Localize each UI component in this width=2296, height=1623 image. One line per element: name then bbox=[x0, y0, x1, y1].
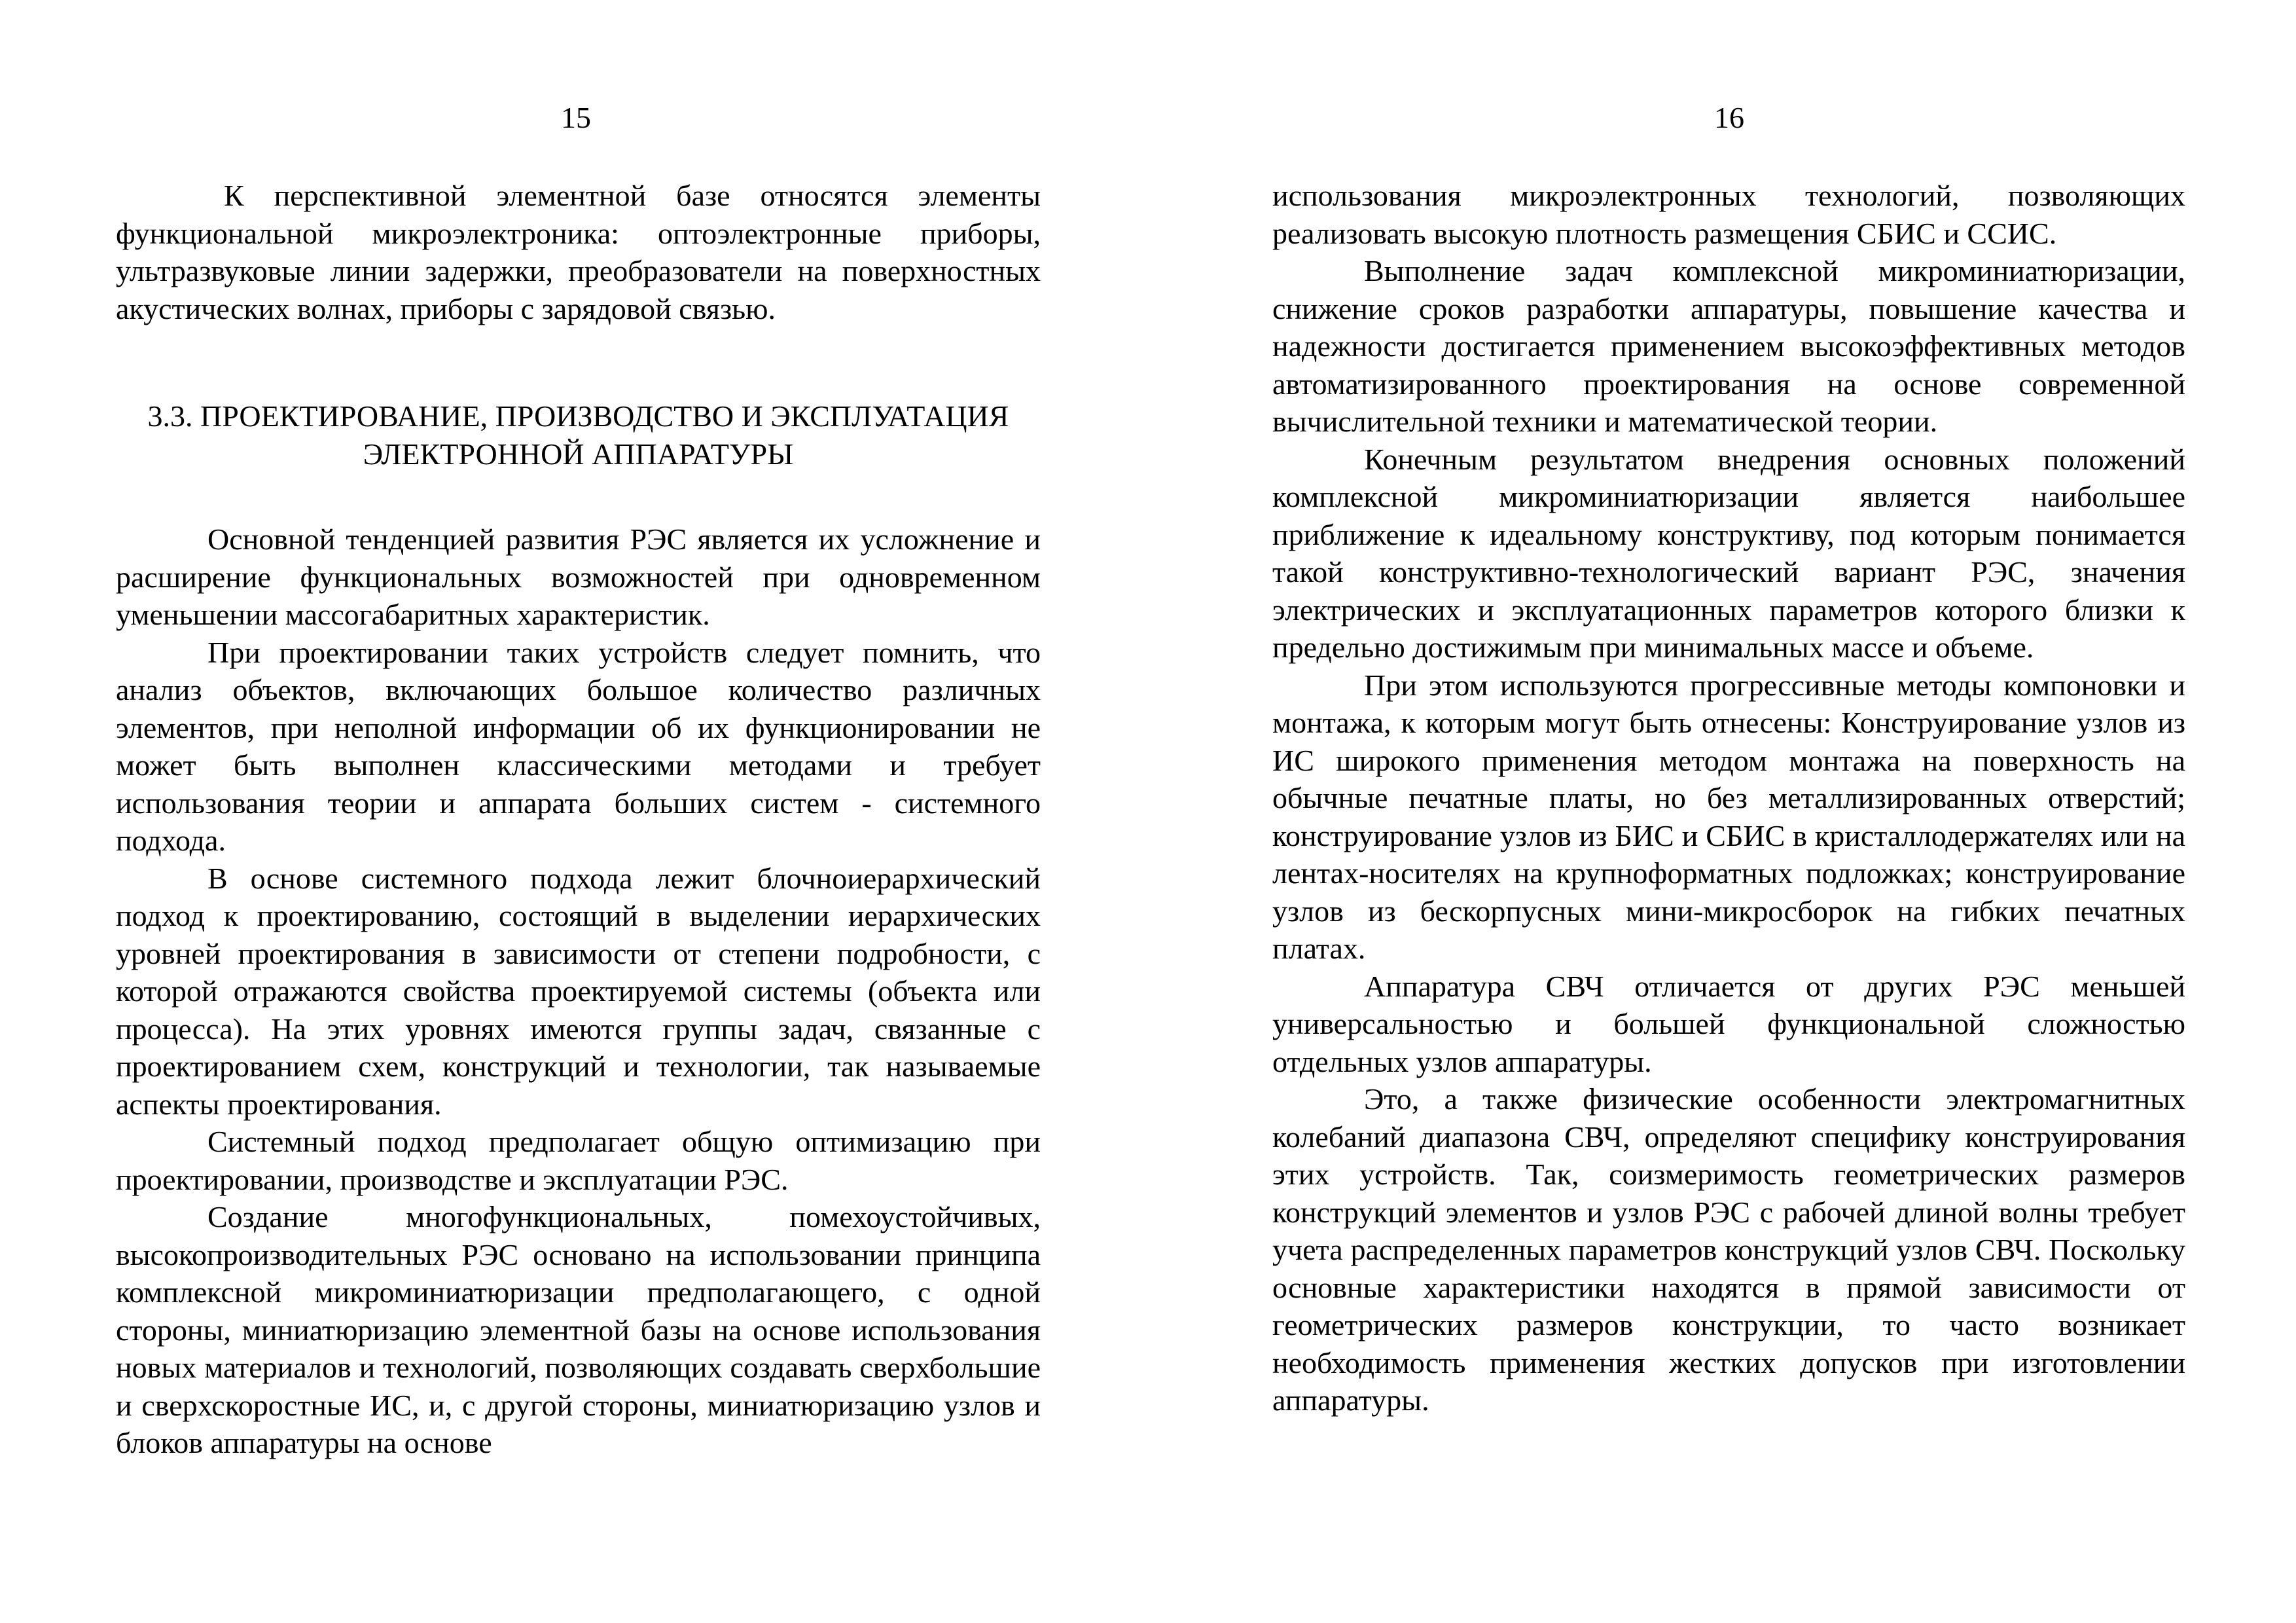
intro-paragraph: К перспективной элементной базе относятся элементы функциональной микроэлектроника: оптоэлектронные приборы, ультразвуковые линии задержки, преобразователи на поверхностных акустических волнах, приборы с зарядовой связью. bbox=[116, 179, 1041, 325]
paragraph: Основной тенденцией развития РЭС является их усложнение и расширение функциональных возможностей при одновременном уменьшении массогабаритных характеристик. bbox=[116, 522, 1041, 631]
paragraph: Создание многофункциональных, помехоустойчивых, высокопроизводительных РЭС основано на использовании принципа комплексной микроминиатюризации предполагающего, с одной стороны, миниатюризацию элементной базы на основе использования новых материалов и технологий, позволяющих создавать сверхбольшие и сверхскоростные ИС, и, с другой стороны, миниатюризацию узлов и блоков аппаратуры на основе bbox=[116, 1200, 1041, 1459]
page-number-right: 16 bbox=[1714, 101, 1744, 134]
paragraph: Аппаратура СВЧ отличается от других РЭС меньшей универсальностью и большей функциональной сложностью отдельных узлов аппаратуры. bbox=[1272, 969, 2185, 1078]
paragraph: Конечным результатом внедрения основных положений комплексной микроминиатюризации является наибольшее приближение к идеальному конструктиву, под которым понимается такой конструктивно-технологический вариант РЭС, значения электрических и эксплуатационных параметров которого близки к предельно достижимым при минимальных массе и объеме. bbox=[1272, 442, 2185, 664]
right-page-text bbox=[1272, 177, 2185, 1419]
right-page bbox=[1148, 0, 2296, 1623]
paragraph: Системный подход предполагает общую оптимизацию при проектировании, производстве и эксплуатации РЭС. bbox=[116, 1125, 1041, 1196]
page-number-left: 15 bbox=[561, 101, 591, 134]
paragraph: Это, а также физические особенности электромагнитных колебаний диапазона СВЧ, определяют специфику конструирования этих устройств. Так, соизмеримость геометрических размеров конструкций элементов и узлов РЭС с рабочей длиной волны требует учета распределенных параметров конструкций узлов СВЧ. Поскольку основные характеристики находятся в прямой зависимости от геометрических размеров конструкции, то часто возникает необходимость применения жестких допусков при изготовлении аппаратуры. bbox=[1272, 1082, 2185, 1417]
left-page-text bbox=[116, 177, 1041, 1462]
paragraph: Выполнение задач комплексной микроминиатюризации, снижение сроков разработки аппаратуры, повышение качества и надежности достигается применением высокоэффективных методов автоматизированного проектирования на основе современной вычислительной техники и математической теории. bbox=[1272, 254, 2185, 438]
paragraph: При этом используются прогрессивные методы компоновки и монтажа, к которым могут быть отнесены: Конструирование узлов из ИС широкого применения методом монтажа на поверхность на обычные печатные платы, но без металлизированных отверстий; конструирование узлов из БИС и СБИС в кристаллодержателях или на лентах-носителях на крупноформатных подложках; конструирование узлов из бескорпусных мини-микросборок на гибких печатных платах. bbox=[1272, 668, 2185, 965]
paragraph: При проектировании таких устройств следует помнить, что анализ объектов, включающих большое количество различных элементов, при неполной информации об их функционировании не может быть выполнен классическими методами и требует использования теории и аппарата больших систем - системного подхода. bbox=[116, 635, 1041, 857]
section-heading: 3.3. ПРОЕКТИРОВАНИЕ, ПРОИЗВОДСТВО И ЭКСПЛУАТАЦИЯ ЭЛЕКТРОННОЙ АППАРАТУРЫ bbox=[147, 399, 1009, 471]
paragraph: В основе системного подхода лежит блочноиерархический подход к проектированию, состоящий в выделении иерархических уровней проектирования в зависимости от степени подробности, с которой отражаются свойства проектируемой системы (объекта или процесса). На этих уровнях имеются группы задач, связанные с проектированием схем, конструкций и технологии, так называемые аспекты проектирования. bbox=[116, 861, 1041, 1121]
continued-paragraph: использования микроэлектронных технологий, позволяющих реализовать высокую плотность размещения СБИС и ССИС. bbox=[1272, 179, 2185, 250]
